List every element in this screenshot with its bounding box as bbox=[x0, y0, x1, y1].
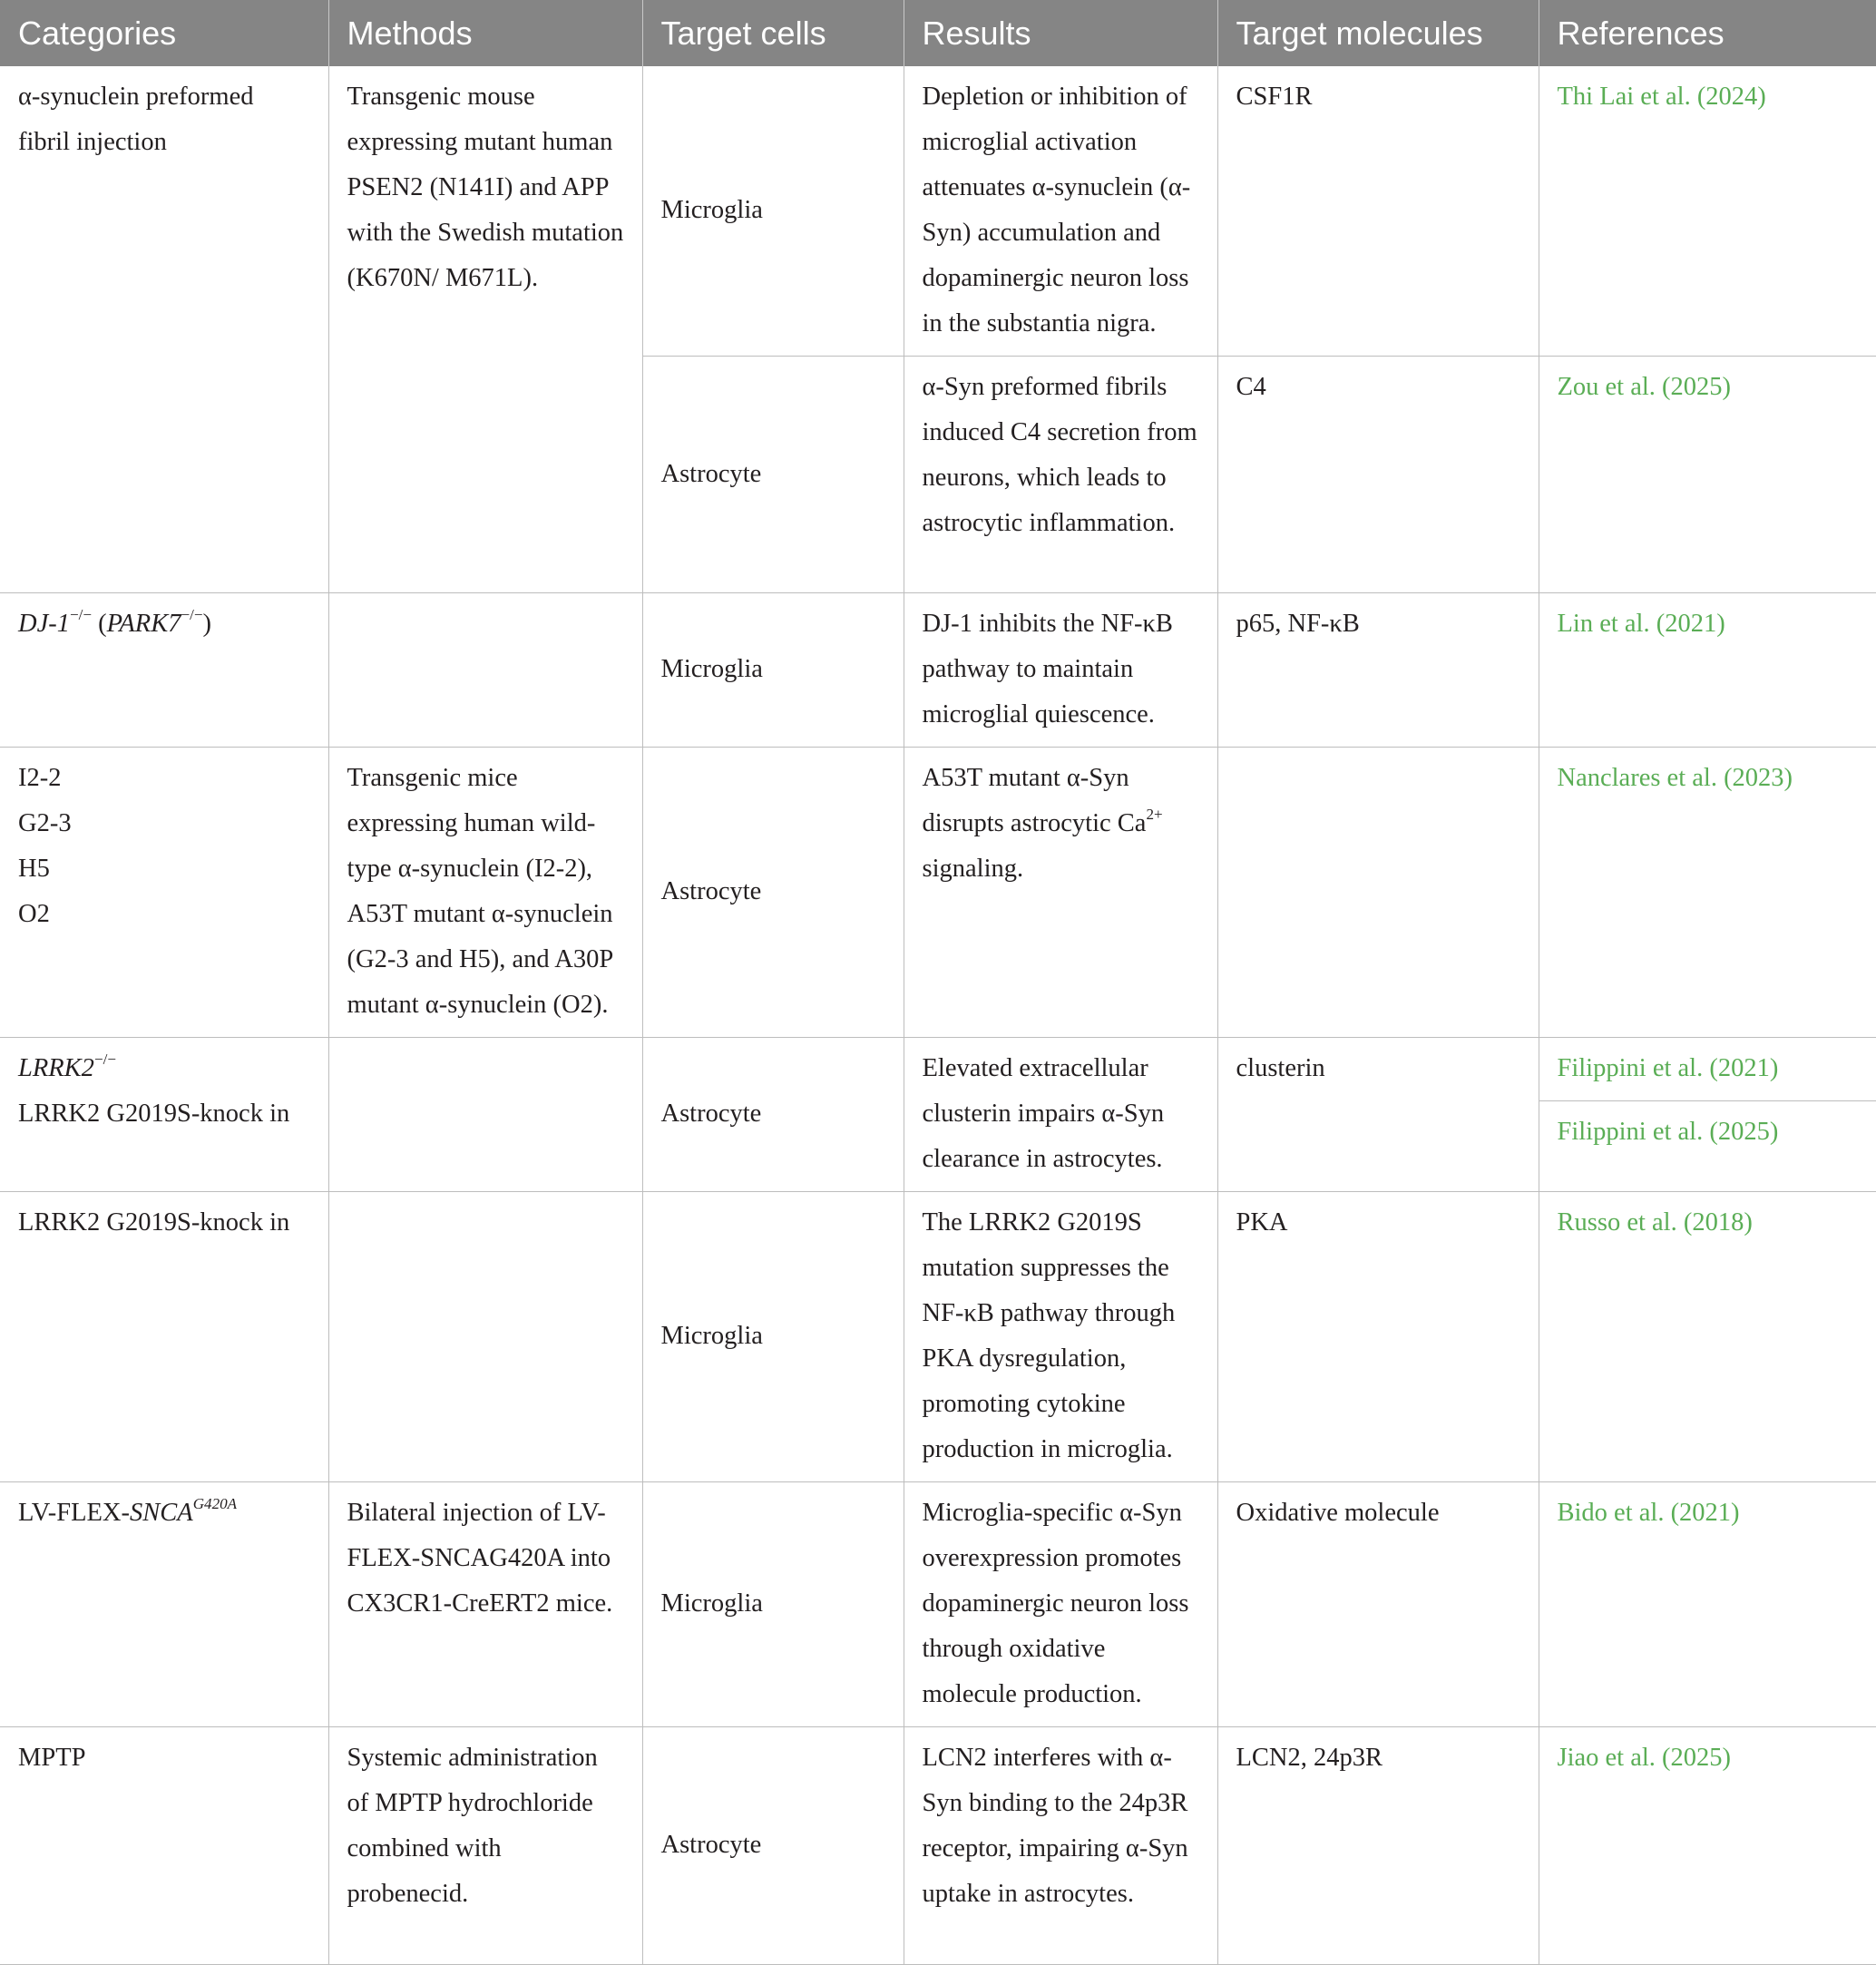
result-cell: α-Syn preformed fibrils induced C4 secretion from neurons, which leads to astrocytic inflammation. bbox=[904, 357, 1217, 593]
category-line: G2-3 bbox=[18, 809, 72, 837]
table-row bbox=[0, 593, 1876, 748]
reference-link[interactable]: Thi Lai et al. (2024) bbox=[1539, 66, 1876, 357]
method-cell: Systemic administration of MPTP hydrochloride combined with probenecid. bbox=[328, 1727, 642, 1965]
method-cell bbox=[328, 593, 642, 748]
reference-link[interactable]: Russo et al. (2018) bbox=[1539, 1192, 1876, 1482]
result-cell: LCN2 interferes with α-Syn binding to the 24p3R receptor, impairing α-Syn uptake in astrocytes. bbox=[904, 1727, 1217, 1965]
category-cell bbox=[0, 748, 328, 1038]
table-row bbox=[0, 1482, 1876, 1727]
molecule-cell: Oxidative molecule bbox=[1217, 1482, 1539, 1727]
ion-superscript: 2+ bbox=[1146, 806, 1163, 824]
header-target-cells: Target cells bbox=[642, 0, 904, 66]
header-results: Results bbox=[904, 0, 1217, 66]
category-cell bbox=[0, 1482, 328, 1727]
molecule-cell: clusterin bbox=[1217, 1038, 1539, 1192]
method-cell bbox=[328, 1192, 642, 1482]
target-cell: Microglia bbox=[642, 1192, 904, 1482]
paren-open: ( bbox=[92, 610, 107, 638]
header-row bbox=[0, 0, 1876, 66]
molecule-cell: C4 bbox=[1217, 357, 1539, 593]
category-cell: MPTP bbox=[0, 1727, 328, 1965]
result-cell: Microglia-specific α-Syn overexpression promotes dopaminergic neuron loss through oxidative molecule production. bbox=[904, 1482, 1217, 1727]
category-text: LV-FLEX- bbox=[18, 1499, 130, 1527]
molecule-cell bbox=[1217, 748, 1539, 1038]
reference-link[interactable]: Bido et al. (2021) bbox=[1539, 1482, 1876, 1727]
mutation-superscript: G420A bbox=[192, 1495, 238, 1513]
reference-link[interactable]: Nanclares et al. (2023) bbox=[1539, 748, 1876, 1038]
gene-name: DJ-1 bbox=[18, 610, 70, 638]
paren-close: ) bbox=[202, 610, 211, 638]
genotype-superscript: −/− bbox=[181, 606, 203, 624]
result-cell: Elevated extracellular clusterin impairs α-Syn clearance in astrocytes. bbox=[904, 1038, 1217, 1192]
gene-name: LRRK2 bbox=[18, 1054, 94, 1082]
result-text: A53T mutant α-Syn disrupts astrocytic Ca bbox=[922, 764, 1147, 837]
table-row bbox=[0, 66, 1876, 357]
table-row bbox=[0, 1727, 1876, 1965]
genotype-superscript: −/− bbox=[93, 1051, 116, 1069]
genotype-superscript: −/− bbox=[69, 606, 93, 624]
table-row bbox=[0, 1038, 1876, 1101]
header-references: References bbox=[1539, 0, 1876, 66]
category-line: O2 bbox=[18, 900, 50, 928]
reference-link[interactable]: Filippini et al. (2025) bbox=[1539, 1101, 1876, 1192]
result-cell: The LRRK2 G2019S mutation suppresses the NF-κB pathway through PKA dysregulation, promoting cytokine production in microglia. bbox=[904, 1192, 1217, 1482]
category-cell bbox=[0, 1038, 328, 1192]
header-categories: Categories bbox=[0, 0, 328, 66]
molecule-cell: LCN2, 24p3R bbox=[1217, 1727, 1539, 1965]
gene-name: PARK7 bbox=[106, 610, 181, 638]
reference-link[interactable]: Jiao et al. (2025) bbox=[1539, 1727, 1876, 1965]
category-cell: α-synuclein preformed fibril injection bbox=[0, 66, 328, 593]
method-cell: Bilateral injection of LV-FLEX-SNCAG420A into CX3CR1-CreERT2 mice. bbox=[328, 1482, 642, 1727]
method-cell: Transgenic mouse expressing mutant human PSEN2 (N141I) and APP with the Swedish mutation (K670N/ M671L). bbox=[328, 66, 642, 593]
target-cell: Microglia bbox=[642, 593, 904, 748]
category-cell bbox=[0, 593, 328, 748]
category-line: LRRK2 G2019S-knock in bbox=[18, 1100, 290, 1128]
result-text-tail: signaling. bbox=[922, 855, 1024, 883]
target-cell: Microglia bbox=[642, 66, 904, 357]
method-cell: Transgenic mice expressing human wild-type α-synuclein (I2-2), A53T mutant α-synuclein (G2-3 and H5), and A30P mutant α-synuclein (O2). bbox=[328, 748, 642, 1038]
category-line: I2-2 bbox=[18, 764, 62, 792]
result-cell bbox=[904, 748, 1217, 1038]
target-cell: Astrocyte bbox=[642, 748, 904, 1038]
result-cell: DJ-1 inhibits the NF-κB pathway to maintain microglial quiescence. bbox=[904, 593, 1217, 748]
reference-link[interactable]: Lin et al. (2021) bbox=[1539, 593, 1876, 748]
molecule-cell: p65, NF-κB bbox=[1217, 593, 1539, 748]
table-body bbox=[0, 66, 1876, 1965]
method-cell bbox=[328, 1038, 642, 1192]
table-row bbox=[0, 748, 1876, 1038]
target-cell: Microglia bbox=[642, 1482, 904, 1727]
category-line: H5 bbox=[18, 855, 50, 883]
reference-link[interactable]: Zou et al. (2025) bbox=[1539, 357, 1876, 593]
table-row bbox=[0, 1192, 1876, 1482]
category-cell: LRRK2 G2019S-knock in bbox=[0, 1192, 328, 1482]
molecule-cell: PKA bbox=[1217, 1192, 1539, 1482]
molecule-cell: CSF1R bbox=[1217, 66, 1539, 357]
target-cell: Astrocyte bbox=[642, 357, 904, 593]
target-cell: Astrocyte bbox=[642, 1038, 904, 1192]
reference-link[interactable]: Filippini et al. (2021) bbox=[1539, 1038, 1876, 1101]
table-header bbox=[0, 0, 1876, 66]
header-target-molecules: Target molecules bbox=[1217, 0, 1539, 66]
result-cell: Depletion or inhibition of microglial activation attenuates α-synuclein (α-Syn) accumulation and dopaminergic neuron loss in the substantia nigra. bbox=[904, 66, 1217, 357]
gene-name: SNCA bbox=[130, 1499, 193, 1527]
target-cell: Astrocyte bbox=[642, 1727, 904, 1965]
header-methods: Methods bbox=[328, 0, 642, 66]
